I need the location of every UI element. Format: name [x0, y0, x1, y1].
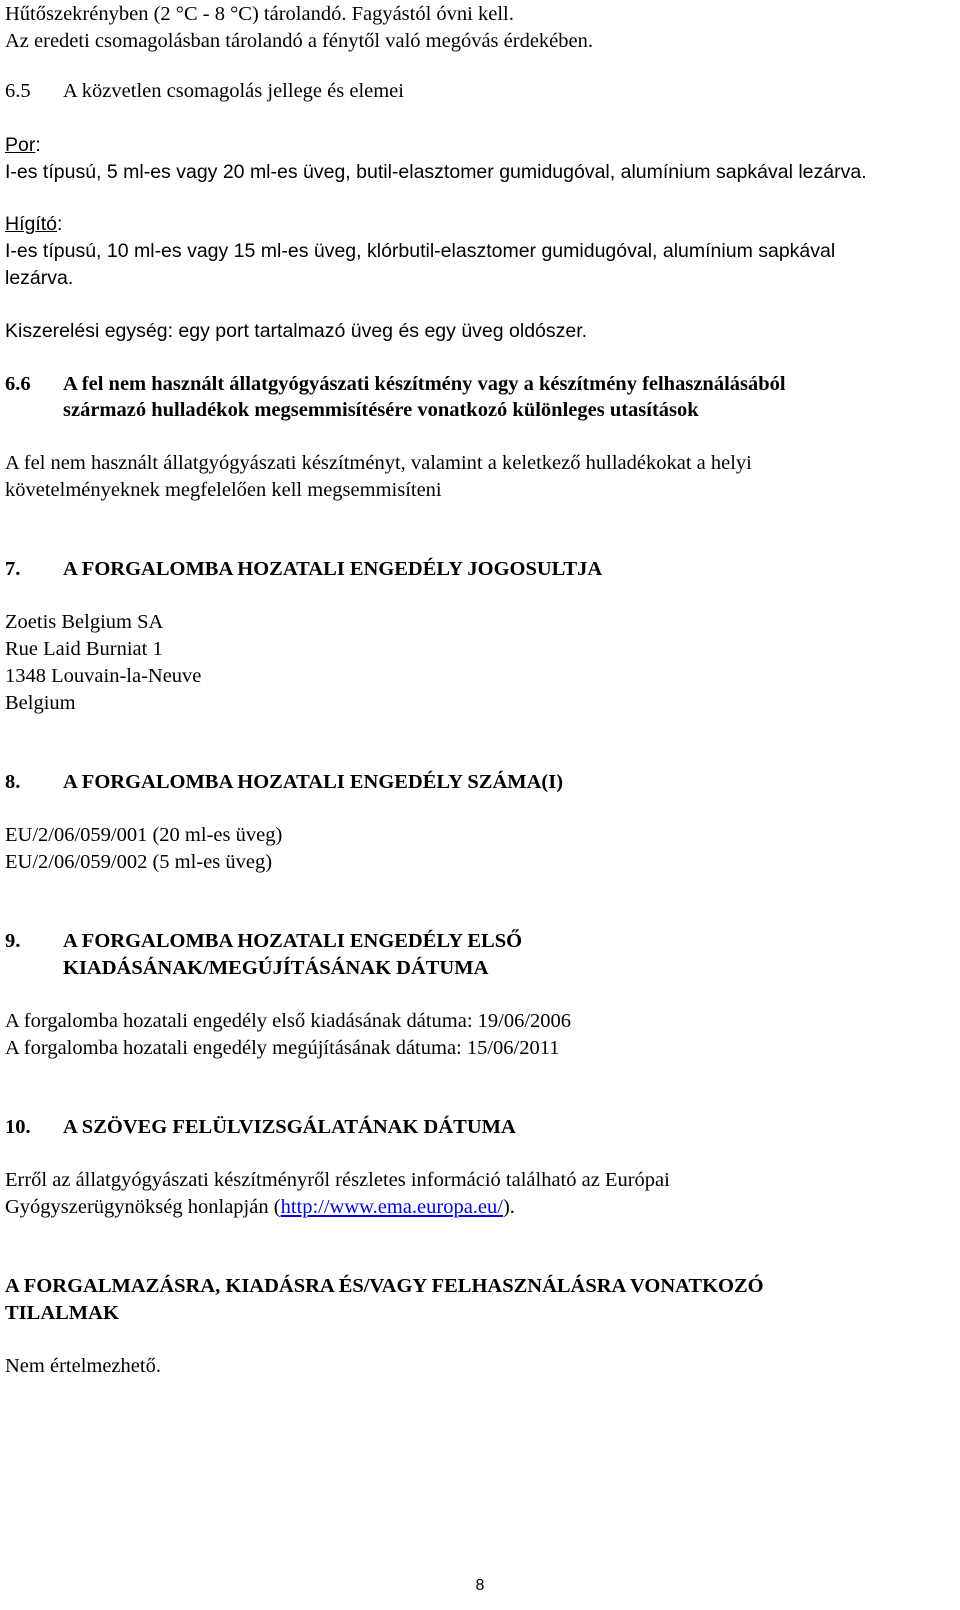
info-text-2 [5, 1194, 515, 1221]
section-title: A SZÖVEG FELÜLVIZSGÁLATÁNAK DÁTUMA [63, 1116, 516, 1138]
renewal-date: A forgalomba hozatali engedély megújításának dátuma: 15/06/2011 [5, 1037, 560, 1059]
diluent-label: Hígító [5, 213, 58, 235]
holder-country: Belgium [5, 692, 76, 714]
section-title-line-2: származó hulladékok megsemmisítésére vonatkozó különleges utasítások [63, 399, 699, 421]
section-9-heading [5, 928, 522, 955]
prohibition-heading-line-2: TILALMAK [5, 1302, 119, 1324]
section-6-5-heading [5, 78, 404, 105]
prohibition-heading-line-1: A FORGALMAZÁSRA, KIADÁSRA ÉS/VAGY FELHASZNÁLÁSRA VONATKOZÓ [5, 1275, 764, 1297]
powder-label: Por [5, 134, 36, 156]
section-title: A közvetlen csomagolás jellege és elemei [63, 80, 404, 102]
diluent-description-2: lezárva. [5, 267, 74, 289]
section-10-heading [5, 1114, 516, 1141]
disposal-text-1: A fel nem használt állatgyógyászati készítményt, valamint a keletkező hulladékokat a helyi [5, 452, 752, 474]
holder-city: 1348 Louvain-la-Neuve [5, 665, 202, 687]
first-authorisation-date: A forgalomba hozatali engedély első kiadásának dátuma: 19/06/2006 [5, 1010, 572, 1032]
section-6-6-heading [5, 371, 786, 398]
info-text-prefix: Gyógyszerügynökség honlapján ( [5, 1196, 281, 1218]
section-number: 7. [5, 558, 21, 580]
diluent-label-line [5, 211, 62, 238]
info-text-suffix: ). [502, 1196, 515, 1218]
section-7-heading [5, 556, 602, 583]
section-number: 6.5 [5, 80, 31, 102]
section-title: A FORGALOMBA HOZATALI ENGEDÉLY JOGOSULTJA [63, 558, 603, 580]
section-number: 6.6 [5, 373, 31, 395]
holder-street: Rue Laid Burniat 1 [5, 638, 163, 660]
section-title-line-2: KIADÁSÁNAK/MEGÚJÍTÁSÁNAK DÁTUMA [63, 957, 489, 979]
section-title: A FORGALOMBA HOZATALI ENGEDÉLY SZÁMA(I) [63, 771, 564, 793]
section-number: 9. [5, 930, 21, 952]
authorisation-number-2: EU/2/06/059/002 (5 ml-es üveg) [5, 851, 273, 873]
section-number: 8. [5, 771, 21, 793]
page-number: 8 [475, 1577, 485, 1594]
authorisation-number-1: EU/2/06/059/001 (20 ml-es üveg) [5, 824, 283, 846]
storage-line-2: Az eredeti csomagolásban tárolandó a fénytől való megóvás érdekében. [5, 30, 594, 52]
section-8-heading [5, 769, 563, 796]
section-number: 10. [5, 1116, 31, 1138]
diluent-colon: : [57, 213, 63, 235]
prohibition-text: Nem értelmezhető. [5, 1355, 161, 1377]
diluent-description-1: I-es típusú, 10 ml-es vagy 15 ml-es üveg, klórbutil-elasztomer gumidugóval, alumínium sapkával [5, 240, 836, 262]
powder-description: I-es típusú, 5 ml-es vagy 20 ml-es üveg, butil-elasztomer gumidugóval, alumínium sapkával lezárva. [5, 161, 867, 183]
ema-website-link[interactable]: http://www.ema.europa.eu/ [280, 1196, 503, 1218]
section-title-line-1: A fel nem használt állatgyógyászati készítmény vagy a készítmény felhasználásából [63, 373, 786, 395]
storage-line-1: Hűtőszekrényben (2 °C - 8 °C) tárolandó. Fagyástól óvni kell. [5, 3, 514, 25]
disposal-text-2: követelményeknek megfelelően kell megsemmisíteni [5, 479, 442, 501]
powder-label-line [5, 132, 41, 159]
pack-size: Kiszerelési egység: egy port tartalmazó üveg és egy üveg oldószer. [5, 320, 588, 342]
holder-name: Zoetis Belgium SA [5, 611, 164, 633]
section-title-line-1: A FORGALOMBA HOZATALI ENGEDÉLY ELSŐ [63, 930, 523, 952]
info-text-1: Erről az állatgyógyászati készítményről részletes információ található az Európai [5, 1169, 670, 1191]
powder-colon: : [35, 134, 41, 156]
